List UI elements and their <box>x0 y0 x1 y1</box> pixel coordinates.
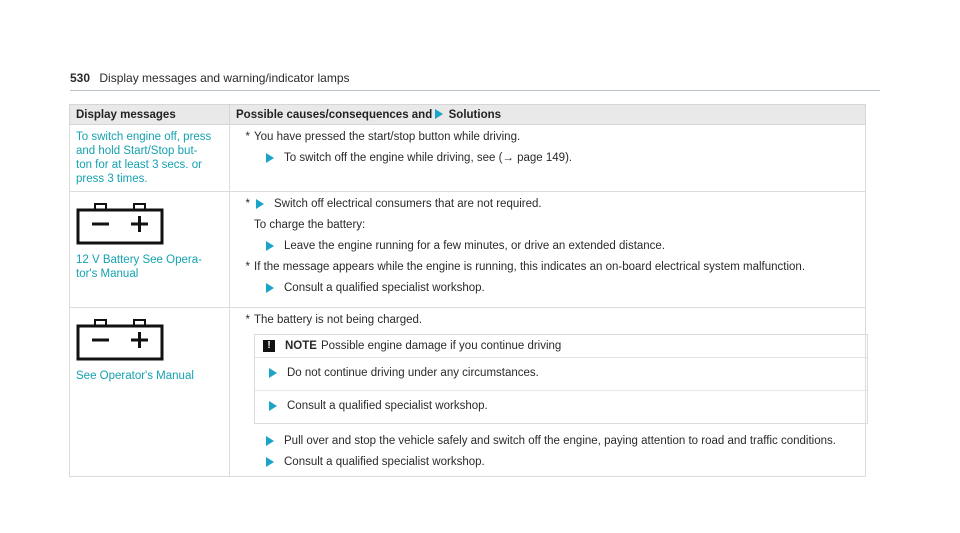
arrow-icon <box>266 283 274 293</box>
message-line: ton for at least 3 secs. or <box>76 159 202 171</box>
asterisk: * <box>245 198 250 210</box>
asterisk: * <box>245 131 250 143</box>
action-line <box>269 399 859 413</box>
message-line: To switch engine off, press <box>76 131 212 143</box>
action-line <box>269 366 859 380</box>
action-text: To switch off the engine while driving, see (→ page 149). <box>284 152 573 164</box>
arrow-icon <box>266 241 274 251</box>
col-solutions <box>230 105 866 125</box>
battery-icon <box>76 203 164 245</box>
note-body <box>255 358 867 413</box>
arrow-icon <box>269 401 277 411</box>
arrow-icon <box>256 199 264 209</box>
cause-text: You have pressed the start/stop button while driving. <box>254 131 521 143</box>
messages-table <box>69 104 866 477</box>
battery-icon <box>76 319 164 361</box>
cause-text: If the message appears while the engine is running, this indicates an on-board electrical system malfunction. <box>254 261 806 273</box>
table-header-row <box>70 105 866 125</box>
action-line <box>236 281 859 295</box>
message-line: press 3 times. <box>76 173 148 185</box>
table-row <box>70 192 866 308</box>
page-title: Display messages and warning/indicator lamps <box>99 71 350 85</box>
note-box <box>254 334 868 424</box>
table-row <box>70 125 866 192</box>
arrow-icon <box>269 368 277 378</box>
page-number: 530 <box>70 71 91 85</box>
message-cell <box>70 125 230 192</box>
table-row <box>70 308 866 477</box>
action-text: Pull over and stop the vehicle safely and switch off the engine, paying attention to road and traffic conditions. <box>284 435 836 447</box>
arrow-icon <box>266 436 274 446</box>
note-header <box>255 335 867 358</box>
charge-label <box>236 218 859 232</box>
col-solutions-suffix: Solutions <box>448 108 502 121</box>
page-header <box>70 70 880 91</box>
message-line: 12 V Battery See Opera- <box>76 254 202 266</box>
action-line <box>236 151 859 165</box>
divider <box>255 390 867 391</box>
action-line <box>236 239 859 253</box>
warning-icon: ! <box>263 340 275 352</box>
action-text: Consult a qualified specialist workshop. <box>287 400 488 412</box>
note-text: Possible engine damage if you continue driving <box>320 340 562 352</box>
action-text: Switch off electrical consumers that are not required. <box>274 198 542 210</box>
action-text: Do not continue driving under any circumstances. <box>287 367 539 379</box>
solution-cell <box>230 308 866 477</box>
action-line <box>236 434 859 448</box>
message-line: and hold Start/Stop but- <box>76 145 198 157</box>
action-text: Consult a qualified specialist workshop. <box>284 456 485 468</box>
arrow-icon <box>266 457 274 467</box>
action-text: Leave the engine running for a few minutes, or drive an extended distance. <box>284 240 666 252</box>
message-line: See Operator's Manual <box>76 370 194 382</box>
cause-line <box>236 130 859 144</box>
charge-label-text: To charge the battery: <box>254 219 366 231</box>
solution-cell <box>230 192 866 308</box>
action-text: Consult a qualified specialist workshop. <box>284 282 485 294</box>
arrow-icon <box>435 109 443 119</box>
solution-cell <box>230 125 866 192</box>
cause-line <box>236 313 859 327</box>
col-display-messages: Display messages <box>70 105 230 125</box>
asterisk: * <box>245 261 250 273</box>
action-line <box>236 455 859 469</box>
cause-text: The battery is not being charged. <box>254 314 423 326</box>
action-line <box>236 197 859 211</box>
asterisk: * <box>245 314 250 326</box>
col-solutions-prefix: Possible causes/consequences and <box>236 108 433 121</box>
message-cell <box>70 192 230 308</box>
arrow-icon <box>266 153 274 163</box>
message-line: tor's Manual <box>76 268 139 280</box>
note-label: NOTE <box>285 340 317 352</box>
cause-line <box>236 260 859 274</box>
message-cell <box>70 308 230 477</box>
